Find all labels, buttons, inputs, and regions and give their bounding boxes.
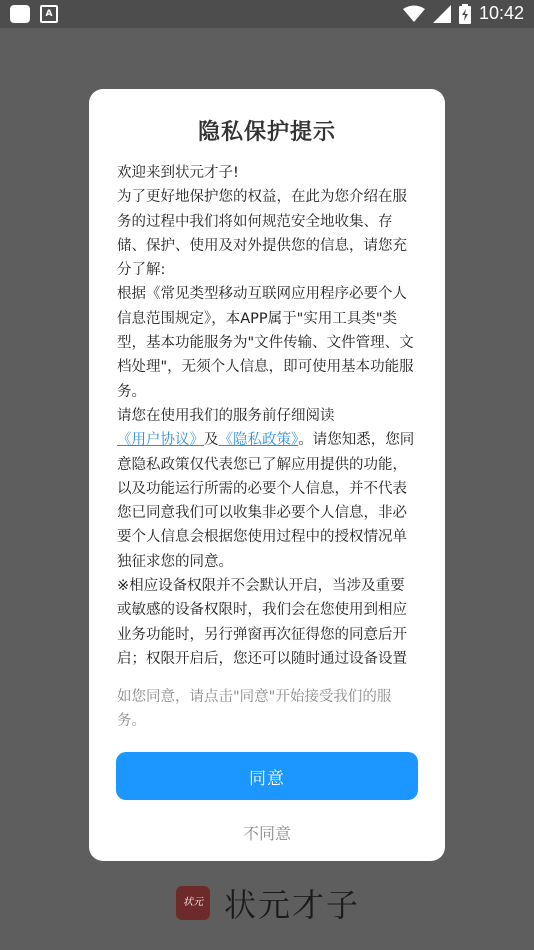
regulation-text: 根据《常见类型移动互联网应用程序必要个人信息范围规定》，本APP属于"实用工具类"类型，基本功能服务为"文件传输、文件管理、文档处理"，无须个人信息，即可使用基本功能服务。 [117, 286, 414, 400]
agree-button[interactable]: 同意 [116, 752, 418, 800]
notification-icon [10, 5, 30, 23]
dialog-title: 隐私保护提示 [197, 120, 336, 145]
agreement-pre: 请您在使用我们的服务前仔细阅读 [117, 407, 335, 424]
battery-icon [459, 4, 471, 24]
a-icon: A [40, 5, 58, 23]
status-bar [0, 0, 534, 28]
privacy-dialog [89, 89, 445, 861]
permission-text: ※相应设备权限并不会默认开启，当涉及重要或敏感的设备权限时，我们会在您使用到相应业务功能时，另行弹窗再次征得您的同意后开启；权限开启后，您还可以随时通过设备设置 [117, 578, 407, 667]
disagree-button[interactable]: 不同意 [242, 824, 291, 843]
intro-text: 为了更好地保护您的权益，在此为您介绍在服务的过程中我们将如何规范安全地收集、存储、保护、使用及对外提供您的信息，请您充分了解: [117, 189, 407, 279]
privacy-policy-link[interactable]: 《隐私政策》 [218, 432, 299, 449]
status-time: 10:42 [478, 3, 524, 23]
agreement-text [117, 404, 417, 574]
brand [176, 880, 360, 926]
dialog-body[interactable] [117, 161, 417, 769]
signal-icon [433, 5, 451, 23]
agreement-and: 及 [204, 432, 219, 449]
user-agreement-link[interactable]: 《用户协议》 [117, 432, 204, 449]
app-logo: 状元 [176, 886, 210, 920]
agreement-post: 。请您知悉，您同意隐私政策仅代表您已了解应用提供的功能，以及功能运行所需的必要个人信息，并不代表您已同意我们可以收集非必要个人信息，非必要个人信息会根据您使用过程中的授权情况单独征求您的同意。 [117, 432, 415, 570]
consent-text: 如您同意，请点击"同意"开始接受我们的服务。 [117, 689, 392, 729]
app-name: 状元才子 [224, 886, 361, 924]
wifi-icon [403, 5, 425, 23]
welcome-text: 欢迎来到状元才子! [117, 165, 239, 181]
